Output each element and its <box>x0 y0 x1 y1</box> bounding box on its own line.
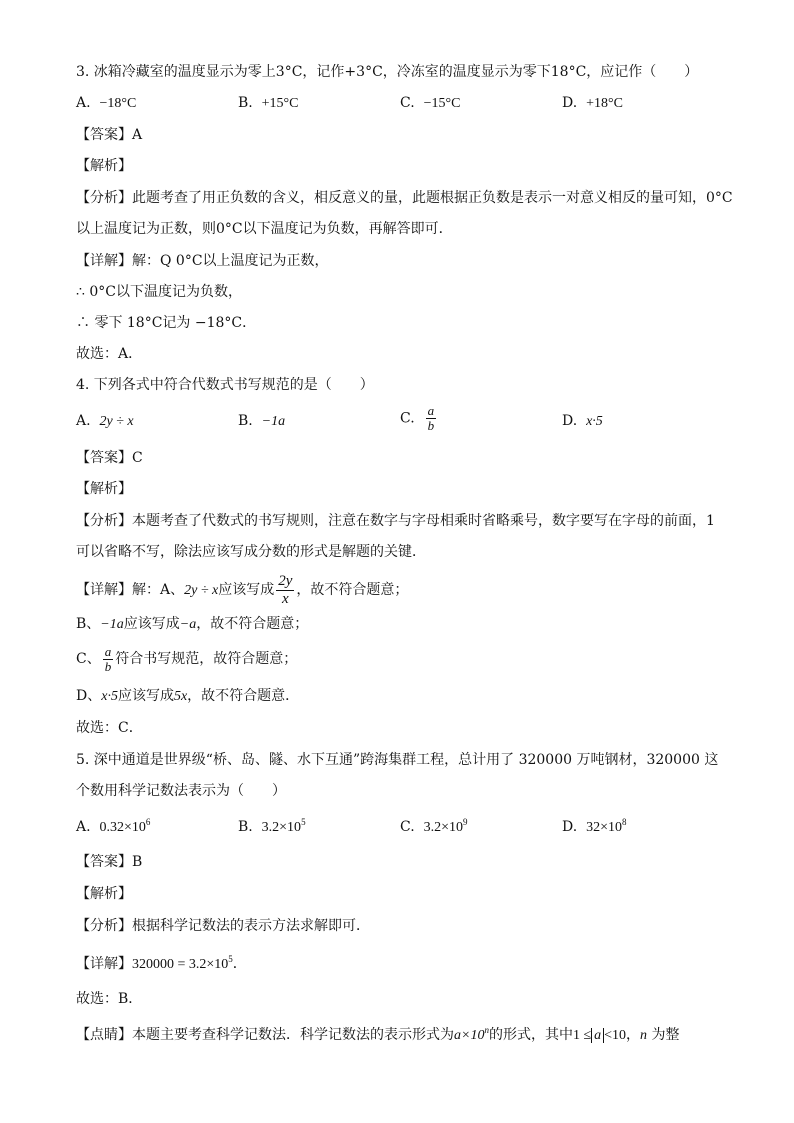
q3-choice: 故选：A． <box>76 346 143 362</box>
q5-analysis-heading: 【解析】 <box>76 886 132 902</box>
q4-xiangjie-a: 【详解】解：A、2y ÷ x应该写成 $\frac{2y}{x}$ ，故不符合题意； <box>76 572 409 607</box>
q5-choice: 故选：B． <box>76 991 143 1007</box>
q5-option-a: A. $0.32\times 10^6$ <box>76 817 151 835</box>
q4-choice: 故选：C． <box>76 720 143 736</box>
q3-fenxi-line2: 以上温度记为正数，则0°C以下温度记为负数，再解答即可． <box>76 221 453 237</box>
q4-answer: 【答案】C <box>76 450 143 466</box>
q3-option-c: C. −15°C <box>400 95 461 111</box>
q4-option-c: C. $\frac{a}{b}$ <box>400 403 435 433</box>
q3-option-d: D. +18°C <box>562 95 623 111</box>
q3-xiangjie-line2: ∴ 0°C以下温度记为负数， <box>76 284 242 300</box>
q3-option-a: A. −18°C <box>76 95 137 111</box>
q4-stem: 4. 下列各式中符合代数式书写规范的是（ ） <box>76 377 374 393</box>
q4-analysis-heading: 【解析】 <box>76 481 132 497</box>
q3-fenxi-line1: 【分析】此题考查了用正负数的含义，相反意义的量，此题根据正负数是表示一对意义相反的量可知，0°C <box>76 190 733 206</box>
q5-option-b: B. $3.2\times 10^5$ <box>238 817 306 835</box>
q5-dianjing: 【点睛】本题主要考查科学记数法．科学记数法的表示形式为$a\times 10^n$的形式，其中1 ≤ a <10，n 为整 <box>76 1025 680 1043</box>
q5-option-d: D. $32\times 10^8$ <box>562 817 627 835</box>
q3-xiangjie-line3: ∴ 零下 18°C记为 −18°C． <box>76 315 257 331</box>
q3-analysis-heading: 【解析】 <box>76 158 132 174</box>
fraction-2y-over-x: $\frac{2y}{x}$ <box>278 572 293 607</box>
q5-fenxi: 【分析】根据科学记数法的表示方法求解即可． <box>76 918 370 934</box>
fraction-a-over-b-explain: $\frac{a}{b}$ <box>104 643 112 674</box>
q3-xiangjie-line1: 【详解】解：Q 0°C以上温度记为正数， <box>76 253 329 269</box>
q4-option-b: B. −1a <box>238 413 286 429</box>
q5-option-c: C. $3.2\times 10^9$ <box>400 817 468 835</box>
q3-stem: 3. 冰箱冷藏室的温度显示为零上3°C，记作+3°C，冷冻室的温度显示为零下18°C，应记作（ ） <box>76 64 699 80</box>
q5-xiangjie: 【详解】$320000 = 3.2\times 10^5$． <box>76 954 247 972</box>
q4-xiangjie-c: C、 $\frac{a}{b}$ 符合书写规范，故符合题意； <box>76 643 298 674</box>
q5-stem-line1: 5. 深中通道是世界级“桥、岛、隧、水下互通”跨海集群工程，总计用了 320000 万吨钢材，320000 这 <box>76 752 719 768</box>
q4-xiangjie-b: B、−1a应该写成−a，故不符合题意； <box>76 616 309 632</box>
q3-answer: 【答案】A <box>76 127 143 143</box>
q4-fenxi-line2: 可以省略不写，除法应该写成分数的形式是解题的关键． <box>76 544 426 560</box>
q5-answer: 【答案】B <box>76 854 143 870</box>
q4-xiangjie-d: D、x·5应该写成5x，故不符合题意． <box>76 688 300 704</box>
fraction-a-over-b: $\frac{a}{b}$ <box>427 403 435 433</box>
q4-option-d: D. x·5 <box>562 413 603 429</box>
q3-option-b: B. +15°C <box>238 95 299 111</box>
q5-stem-line2: 个数用科学记数法表示为（ ） <box>76 783 286 799</box>
q4-option-a: A. 2y ÷ x <box>76 413 134 429</box>
q4-fenxi-line1: 【分析】本题考查了代数式的书写规则，注意在数字与字母相乘时省略乘号，数字要写在字母的前面，1 <box>76 513 715 529</box>
